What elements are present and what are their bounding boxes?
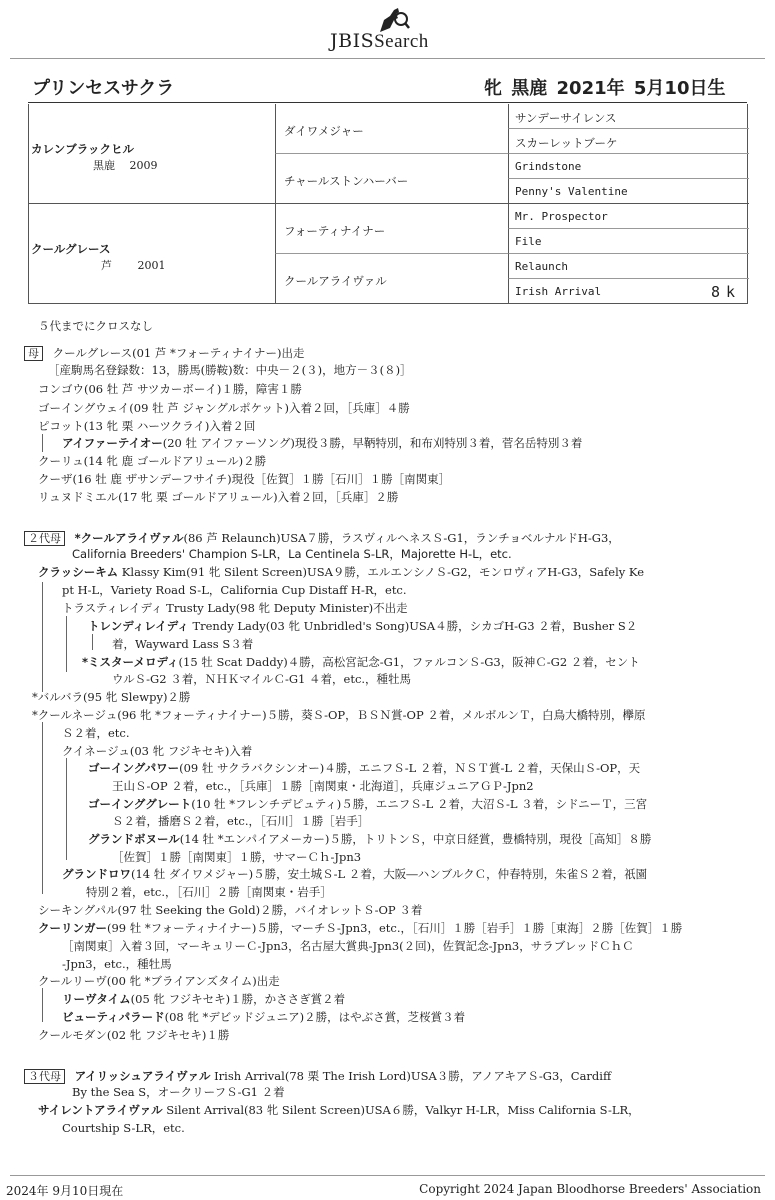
family-horse-bold[interactable]: リーヴタイム: [62, 992, 131, 1006]
dam-tag: 母: [24, 346, 43, 361]
family-horse-bold[interactable]: ゴーイングパワー: [88, 761, 180, 775]
family-horse-bold[interactable]: グランドロワ: [62, 867, 131, 881]
pedigree-gen3-cell: [508, 204, 749, 229]
tree-line: [66, 616, 67, 672]
cross-note: ５代までにクロスなし: [38, 319, 153, 333]
family-line: (20 牡 アイファーソング)現役３勝，早鞆特別，和布刈特別３着，菅名岳特別３着: [162, 436, 583, 450]
family-line: クールグレース(01 芦 *フォーティナイナー)出走: [52, 346, 305, 360]
family-line: クイネージュ(03 牝 フジキセキ)入着: [62, 744, 253, 758]
pedigree-gen3-cell: [508, 279, 749, 304]
family-line: 着，Wayward Lass S３着: [112, 637, 254, 651]
gen3-name[interactable]: Grindstone: [515, 160, 582, 173]
gen2-name[interactable]: クールアライヴァル: [284, 274, 387, 288]
family-line: Ｓ２着，etc.: [62, 726, 130, 740]
family-line: ゴーイングウェイ(09 牡 芦 ジャングルポケット)入着２回，［兵庫］４勝: [38, 401, 410, 415]
dam-sub: 芦 2001: [101, 259, 166, 272]
pedigree-gen3-cell: [508, 229, 749, 254]
family-line: (14 牡 ダイワメジャー)５勝，安土城Ｓ-L ２着，大阪―ハンブルクＣ，仲春特別，朱雀Ｓ２着，祇園: [131, 867, 648, 881]
family-line: ［産駒馬名登録数：13，勝馬(勝鞍)数：中央－２(３)，地方－３(８)］: [48, 363, 412, 377]
sire-name[interactable]: カレンブラックヒル: [31, 142, 134, 156]
family-line: クーリュ(14 牝 鹿 ゴールドアリュール)２勝: [38, 454, 267, 468]
pedigree-sire-cell: [29, 104, 275, 204]
family-line: ウルＳ-G2 ３着，ＮＨＫマイルＣ-G1 ４着，etc.，種牡馬: [112, 672, 412, 686]
family-horse-bold[interactable]: アイファーテイオー: [62, 436, 163, 450]
gen3-name[interactable]: Mr. Prospector: [515, 210, 608, 223]
family-line: Irish Arrival(78 栗 The Irish Lord)USA３勝，アノアキアＳ-G3，Cardiff: [210, 1069, 612, 1083]
family-line: Trendy Lady(03 牝 Unbridled's Song)USA４勝，シカゴH-G3 ２着，Busher S２: [188, 619, 638, 633]
family-line: クーザ(16 牡 鹿 ザサンデーフサイチ)現役［佐賀］１勝［石川］１勝［南関東］: [38, 472, 451, 486]
logo-search: Search: [374, 31, 429, 52]
gen3-name[interactable]: Penny's Valentine: [515, 185, 628, 198]
family-line: トラスティレイディ Trusty Lady(98 牝 Deputy Minister)不出走: [62, 601, 408, 615]
family-line: Silent Arrival(83 牝 Silent Screen)USA６勝，Valkyr H-LR，Miss California S-LR，: [162, 1103, 640, 1117]
gen3-name[interactable]: サンデーサイレンス: [515, 111, 617, 125]
tree-line: [42, 722, 43, 894]
logo-jbis: JBIS: [330, 30, 375, 52]
family-line: (15 牡 Scat Daddy)４勝，高松宮記念-G1，ファルコンＳ-G3，阪神Ｃ-G2 ２着，セント: [178, 655, 640, 669]
family-line: Courtship S-LR，etc.: [62, 1121, 185, 1135]
family-line: (10 牡 *フレンチデピュティ)５勝，エニフＳ-L ２着，大沼Ｓ-L ３着，シドニーＴ，三宮: [191, 797, 648, 811]
pedigree-gen2-cell: [275, 154, 508, 204]
pedigree-dam-cell: [29, 204, 275, 304]
tree-line: [42, 988, 43, 1022]
tree-line: [42, 582, 43, 692]
family-line: (14 牡 *エンパイアメーカー)５勝，トリトンＳ，中京日経賞，豊橋特別，現役［高知］８勝: [179, 832, 652, 846]
family-line: Klassy Kim(91 牝 Silent Screen)USA９勝，エルエンシノＳ-G2，モンロヴィアH-G3，Safely Ke: [118, 565, 644, 579]
pedigree-gen2-cell: [275, 204, 508, 254]
pedigree-gen2-cell: [275, 104, 508, 154]
sire-sub: 黒鹿 2009: [93, 159, 158, 172]
family-line: -Jpn3，etc.，種牡馬: [62, 957, 172, 971]
family-line: ［南関東］入着３回，マーキュリーＣ-Jpn3，名古屋大賞典-Jpn3(２回)，佐賀記念-Jpn3，サラブレッドＣｈＣ: [62, 939, 634, 953]
pedigree-table: [28, 104, 748, 304]
gen3-name[interactable]: Irish Arrival: [515, 285, 602, 298]
k-value: 8k: [710, 283, 741, 301]
g2-tag: ２代母: [24, 531, 65, 546]
family-line: By the Sea S，オークリーフＳ-G1 ２着: [72, 1085, 285, 1099]
family-line: California Breeders' Champion S-LR，La Centinela S-LR，Majorette H-L，etc.: [72, 547, 512, 561]
family-line: *クールネージュ(96 牝 *フォーティナイナー)５勝，葵Ｓ-OP，ＢＳＮ賞-OP ２着，メルボルンＴ，白鳥大橋特別，欅原: [32, 708, 646, 722]
pedigree-gen3-cell: [508, 179, 749, 204]
family-horse-bold[interactable]: ビューティパラード: [62, 1010, 165, 1024]
family-line: (86 芦 Relaunch)USA７勝，ラスヴィルヘネスＳ-G1，ランチョベルナルドH-G3，: [183, 531, 620, 545]
tree-line: [66, 758, 67, 860]
gen3-name[interactable]: File: [515, 235, 542, 248]
pedigree-gen3-cell: [508, 104, 749, 129]
gen2-name[interactable]: フォーティナイナー: [284, 224, 386, 238]
family-line: (09 牡 サクラバクシンオー)４勝，エニフＳ-L ２着，ＮＳＴ賞-L ２着，天保山Ｓ-OP，天: [179, 761, 641, 775]
family-line: ピコット(13 牝 栗 ハーツクライ)入着２回: [38, 419, 256, 433]
gen2-name[interactable]: ダイワメジャー: [284, 124, 364, 138]
footer-copyright: Copyright 2024 Japan Bloodhorse Breeders' Association: [419, 1182, 761, 1196]
family-line: コンゴウ(06 牡 芦 サツカーボーイ)１勝，障害１勝: [38, 382, 302, 396]
horse-info: 牝 黒鹿 2021年 5月10日生: [484, 78, 726, 99]
tree-line: [42, 434, 43, 452]
header-divider: [10, 58, 765, 59]
family-horse-bold[interactable]: *ミスターメロディ: [82, 655, 179, 669]
family-horse-bold[interactable]: *クールアライヴァル: [74, 531, 184, 545]
pedigree-gen3-cell: [508, 129, 749, 154]
gen3-name[interactable]: Relaunch: [515, 260, 568, 273]
family-horse-bold[interactable]: クラッシーキム: [38, 565, 119, 579]
g3-tag: ３代母: [24, 1069, 65, 1084]
footer-date: 2024年 9月10日現在: [6, 1184, 124, 1198]
family-line: 特別２着，etc.，［石川］２勝［南関東・岩手］: [86, 885, 332, 899]
tree-line: [92, 634, 93, 650]
gen3-name[interactable]: スカーレットブーケ: [515, 136, 618, 150]
dam-name[interactable]: クールグレース: [31, 242, 111, 256]
family-line: クールモダン(02 牝 フジキセキ)１勝: [38, 1028, 230, 1042]
pedigree-gen2-cell: [275, 254, 508, 304]
family-horse-bold[interactable]: サイレントアライヴァル: [38, 1103, 163, 1117]
family-line: (99 牡 *フォーティナイナー)５勝，マーチＳ-Jpn3，etc.，［石川］１勝［岩手］１勝［東海］２勝［佐賀］１勝: [107, 921, 683, 935]
family-line: Ｓ２着，播磨Ｓ２着，etc.，［石川］１勝［岩手］: [112, 814, 370, 828]
footer-divider: [10, 1175, 765, 1176]
family-horse-bold[interactable]: ゴーインググレート: [88, 797, 192, 811]
family-line: pt H-L，Variety Road S-L，California Cup Distaff H-R，etc.: [62, 583, 407, 597]
family-line: (05 牝 フジキセキ)１勝，かささぎ賞２着: [130, 992, 346, 1006]
family-line: 王山Ｓ-OP ２着，etc.，［兵庫］１勝［南関東・北海道］，兵庫ジュニアＧＰ-Jpn2: [112, 779, 534, 793]
pedigree-gen3-cell: [508, 154, 749, 179]
family-line: リュヌドミエル(17 牝 栗 ゴールドアリュール)入着２回，［兵庫］２勝: [38, 490, 399, 504]
family-line: (08 牝 *デビッドジュニア)２勝，はやぶさ賞，芝桜賞３着: [164, 1010, 466, 1024]
family-horse-bold[interactable]: アイリッシュアライヴァル: [74, 1069, 211, 1083]
family-line: シーキングパル(97 牡 Seeking the Gold)２勝，バイオレットＳ-OP ３着: [38, 903, 423, 917]
family-line: ［佐賀］１勝［南関東］１勝，サマーＣｈ-Jpn3: [112, 850, 362, 864]
pedigree-gen3-cell: [508, 254, 749, 279]
family-line: *バルバラ(95 牝 Slewpy)２勝: [32, 690, 191, 704]
family-horse-bold[interactable]: クーリンガー: [38, 921, 107, 935]
family-horse-bold[interactable]: グランドボヌール: [88, 832, 180, 846]
horse-name: プリンセスサクラ: [32, 78, 175, 99]
family-line: クールリーヴ(00 牝 *ブライアンズタイム)出走: [38, 974, 280, 988]
family-horse-bold[interactable]: トレンディレイディ: [88, 619, 189, 633]
gen2-name[interactable]: チャールストンハーバー: [284, 174, 409, 188]
jbis-search-logo[interactable]: [320, 6, 460, 54]
name-divider: [28, 102, 747, 103]
